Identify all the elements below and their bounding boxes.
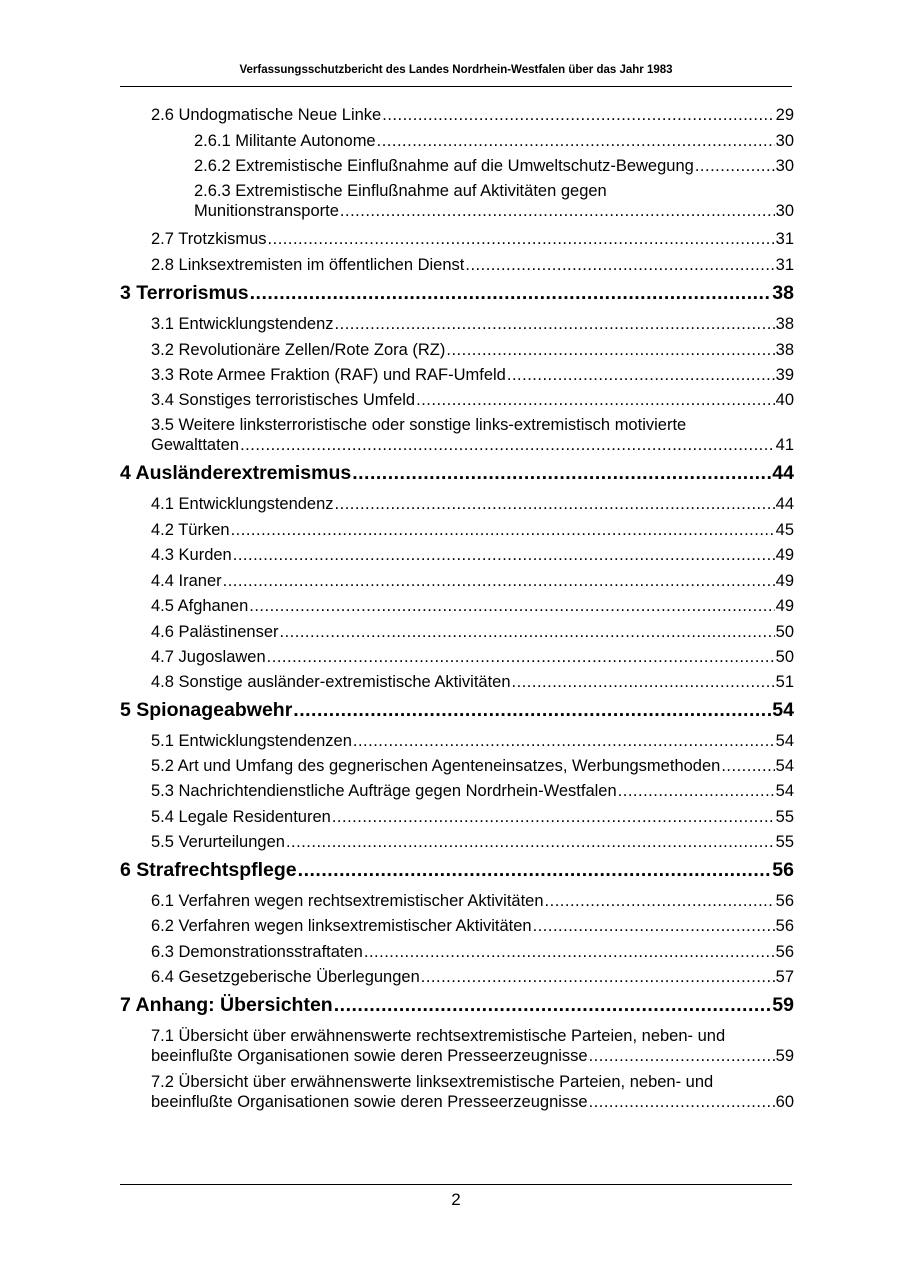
toc-entry[interactable] xyxy=(151,917,794,936)
toc-entry[interactable] xyxy=(151,230,794,249)
toc-leader xyxy=(231,521,775,540)
toc-chapter-page: 54 xyxy=(772,699,794,721)
toc-entry-page: 49 xyxy=(775,597,794,615)
toc-entry-title-continued: Gewalttaten xyxy=(151,436,240,454)
toc-entry[interactable] xyxy=(151,943,794,962)
toc-entry[interactable] xyxy=(151,341,794,360)
toc-entry[interactable] xyxy=(151,757,794,776)
toc-entry[interactable] xyxy=(151,521,794,540)
toc-entry[interactable] xyxy=(194,157,794,176)
toc-entry[interactable] xyxy=(194,182,794,221)
toc-entry[interactable] xyxy=(151,416,794,455)
toc-chapter-page: 44 xyxy=(772,462,794,484)
toc-entry-page: 55 xyxy=(775,833,794,851)
toc-entry-page: 31 xyxy=(775,230,794,248)
toc-entry-title: 5.2 Art und Umfang des gegnerischen Agenteneinsatzes, Werbungsmethoden xyxy=(151,757,721,775)
toc-entry-page: 56 xyxy=(775,943,794,961)
toc-entry-title: 3.2 Revolutionäre Zellen/Rote Zora (RZ) xyxy=(151,341,446,359)
toc-leader xyxy=(364,943,775,962)
toc-entry-page: 38 xyxy=(775,315,794,333)
toc-entry[interactable] xyxy=(151,366,794,385)
toc-chapter[interactable] xyxy=(120,859,794,882)
toc-leader xyxy=(250,282,772,305)
toc-leader xyxy=(233,546,775,565)
toc-leader xyxy=(249,597,774,616)
toc-leader xyxy=(465,256,774,275)
toc-entry-page: 30 xyxy=(775,132,794,150)
page-number: 2 xyxy=(451,1190,461,1209)
toc-entry-title: 6.2 Verfahren wegen linksextremistischer Aktivitäten xyxy=(151,917,532,935)
toc-entry[interactable] xyxy=(151,833,794,852)
toc-entry-title: 4.1 Entwicklungstendenz xyxy=(151,495,334,513)
toc-chapter-page: 56 xyxy=(772,859,794,881)
toc-entry[interactable] xyxy=(151,597,794,616)
toc-entry-title: 4.4 Iraner xyxy=(151,572,222,590)
toc-entry-title: 6.1 Verfahren wegen rechtsextremistischer Aktivitäten xyxy=(151,892,544,910)
toc-entry-title-continued: Munitionstransporte xyxy=(194,202,339,220)
toc-entry-page: 56 xyxy=(775,917,794,935)
toc-chapter-title: 6 Strafrechtspflege xyxy=(120,859,297,881)
toc-entry-page: 54 xyxy=(775,732,794,750)
toc-entry-page: 49 xyxy=(775,572,794,590)
toc-entry-title: 5.4 Legale Residenturen xyxy=(151,808,331,826)
toc-entry-page: 31 xyxy=(775,256,794,274)
toc-entry[interactable] xyxy=(151,673,794,692)
toc-leader xyxy=(280,623,775,642)
toc-entry[interactable] xyxy=(151,892,794,911)
toc-entry-title: 4.8 Sonstige ausländer-extremistische Aktivitäten xyxy=(151,673,511,691)
toc-leader xyxy=(507,366,775,385)
toc-entry-title: 3.3 Rote Armee Fraktion (RAF) und RAF-Umfeld xyxy=(151,366,506,384)
toc-entry-title: 2.6 Undogmatische Neue Linke xyxy=(151,106,382,124)
toc-leader xyxy=(695,157,775,176)
toc-leader xyxy=(512,673,775,692)
toc-entry-title: 4.6 Palästinenser xyxy=(151,623,279,641)
toc-entry[interactable] xyxy=(151,495,794,514)
toc-entry-title: 2.8 Linksextremisten im öffentlichen Dienst xyxy=(151,256,465,274)
toc-entry[interactable] xyxy=(151,648,794,667)
toc-leader xyxy=(293,699,771,722)
toc-leader xyxy=(618,782,775,801)
toc-entry-page: 40 xyxy=(775,391,794,409)
toc-entry-title: 3.5 Weitere linksterroristische oder sonstige links-extremistisch motivierte xyxy=(151,416,687,434)
toc-leader xyxy=(377,132,775,151)
toc-entry[interactable] xyxy=(151,1027,794,1066)
toc-entry-title: 2.6.1 Militante Autonome xyxy=(194,132,376,150)
toc-entry-page: 29 xyxy=(775,106,794,124)
toc-entry-page: 57 xyxy=(775,968,794,986)
toc-chapter-page: 59 xyxy=(772,994,794,1016)
toc-entry[interactable] xyxy=(151,315,794,334)
toc-entry[interactable] xyxy=(151,106,794,125)
toc-entry-title: 4.3 Kurden xyxy=(151,546,232,564)
toc-chapter[interactable] xyxy=(120,994,794,1017)
toc-entry[interactable] xyxy=(151,732,794,751)
toc-entry[interactable] xyxy=(151,391,794,410)
toc-entry[interactable] xyxy=(151,572,794,591)
running-header: Verfassungsschutzbericht des Landes Nordrhein-Westfalen über das Jahr 1983 xyxy=(239,64,673,76)
toc-leader xyxy=(298,859,772,882)
toc-chapter-title: 4 Ausländerextremismus xyxy=(120,462,352,484)
header-rule xyxy=(120,86,792,87)
toc-entry-page: 41 xyxy=(775,436,794,454)
toc-entry[interactable] xyxy=(151,623,794,642)
toc-leader xyxy=(268,230,775,249)
toc-entry-title: 3.4 Sonstiges terroristisches Umfeld xyxy=(151,391,416,409)
toc-entry-title: 3.1 Entwicklungstendenz xyxy=(151,315,334,333)
toc-entry-page: 50 xyxy=(775,623,794,641)
toc-entry-title: 4.7 Jugoslawen xyxy=(151,648,266,666)
toc-entry-page: 38 xyxy=(775,341,794,359)
toc-chapter[interactable] xyxy=(120,462,794,485)
toc-leader xyxy=(286,833,775,852)
toc-entry[interactable] xyxy=(151,1073,794,1112)
toc-chapter-page: 38 xyxy=(772,282,794,304)
toc-entry-title: 2.6.2 Extremistische Einflußnahme auf die Umweltschutz-Bewegung xyxy=(194,157,694,175)
toc-entry-title-continued: beeinflußte Organisationen sowie deren Presseerzeugnisse xyxy=(151,1047,588,1065)
toc-entry[interactable] xyxy=(194,132,794,151)
toc-entry[interactable] xyxy=(151,968,794,987)
toc-leader xyxy=(223,572,775,591)
toc-leader xyxy=(335,315,775,334)
toc-leader xyxy=(240,436,775,455)
toc-leader xyxy=(416,391,775,410)
toc-entry-title-continued: beeinflußte Organisationen sowie deren Presseerzeugnisse xyxy=(151,1093,588,1111)
toc-chapter-title: 7 Anhang: Übersichten xyxy=(120,994,333,1016)
toc-chapter-title: 3 Terrorismus xyxy=(120,282,249,304)
toc-leader xyxy=(545,892,775,911)
toc-entry-page: 49 xyxy=(775,546,794,564)
toc-entry-title: 4.5 Afghanen xyxy=(151,597,249,615)
toc-leader xyxy=(382,106,774,125)
toc-entry-page: 54 xyxy=(775,782,794,800)
toc-leader xyxy=(421,968,775,987)
toc-entry-page: 50 xyxy=(775,648,794,666)
toc-entry-title: 2.6.3 Extremistische Einflußnahme auf Aktivitäten gegen xyxy=(194,182,607,200)
toc-entry-page: 54 xyxy=(775,757,794,775)
toc-entry-page: 60 xyxy=(775,1093,794,1111)
footer-rule xyxy=(120,1184,792,1185)
toc-leader xyxy=(589,1047,775,1066)
toc-entry-title: 7.2 Übersicht über erwähnenswerte linksextremistische Parteien, neben- und xyxy=(151,1073,714,1091)
toc-entry-page: 56 xyxy=(775,892,794,910)
toc-chapter[interactable] xyxy=(120,699,794,722)
toc-leader xyxy=(334,994,772,1017)
toc-entry-page: 55 xyxy=(775,808,794,826)
toc-entry-title: 2.7 Trotzkismus xyxy=(151,230,267,248)
toc-leader xyxy=(446,341,774,360)
toc-entry-page: 30 xyxy=(775,202,794,220)
toc-leader xyxy=(353,732,775,751)
toc-entry-page: 59 xyxy=(775,1047,794,1065)
toc-entry-title: 6.4 Gesetzgeberische Überlegungen xyxy=(151,968,420,986)
toc-entry-page: 51 xyxy=(775,673,794,691)
toc-entry-title: 7.1 Übersicht über erwähnenswerte rechtsextremistische Parteien, neben- und xyxy=(151,1027,726,1045)
toc-entry-title: 5.3 Nachrichtendienstliche Aufträge gegen Nordrhein-Westfalen xyxy=(151,782,617,800)
toc-entry[interactable] xyxy=(151,782,794,801)
toc-entry[interactable] xyxy=(151,256,794,275)
toc-leader xyxy=(352,462,771,485)
toc-entry-title: 5.5 Verurteilungen xyxy=(151,833,285,851)
toc-entry-title: 4.2 Türken xyxy=(151,521,230,539)
toc-chapter-title: 5 Spionageabwehr xyxy=(120,699,293,721)
toc-leader xyxy=(533,917,775,936)
toc-leader xyxy=(332,808,775,827)
toc-entry[interactable] xyxy=(151,808,794,827)
toc-leader xyxy=(267,648,775,667)
toc-entry-title: 5.1 Entwicklungstendenzen xyxy=(151,732,352,750)
toc-leader xyxy=(340,202,775,221)
toc-entry-page: 30 xyxy=(775,157,794,175)
toc-leader xyxy=(721,757,774,776)
toc-entry[interactable] xyxy=(151,546,794,565)
toc-chapter[interactable] xyxy=(120,282,794,305)
toc-leader xyxy=(335,495,775,514)
toc-entry-title: 6.3 Demonstrationsstraftaten xyxy=(151,943,363,961)
toc-entry-page: 44 xyxy=(775,495,794,513)
toc-leader xyxy=(589,1093,775,1112)
toc-entry-page: 39 xyxy=(775,366,794,384)
toc-entry-page: 45 xyxy=(775,521,794,539)
